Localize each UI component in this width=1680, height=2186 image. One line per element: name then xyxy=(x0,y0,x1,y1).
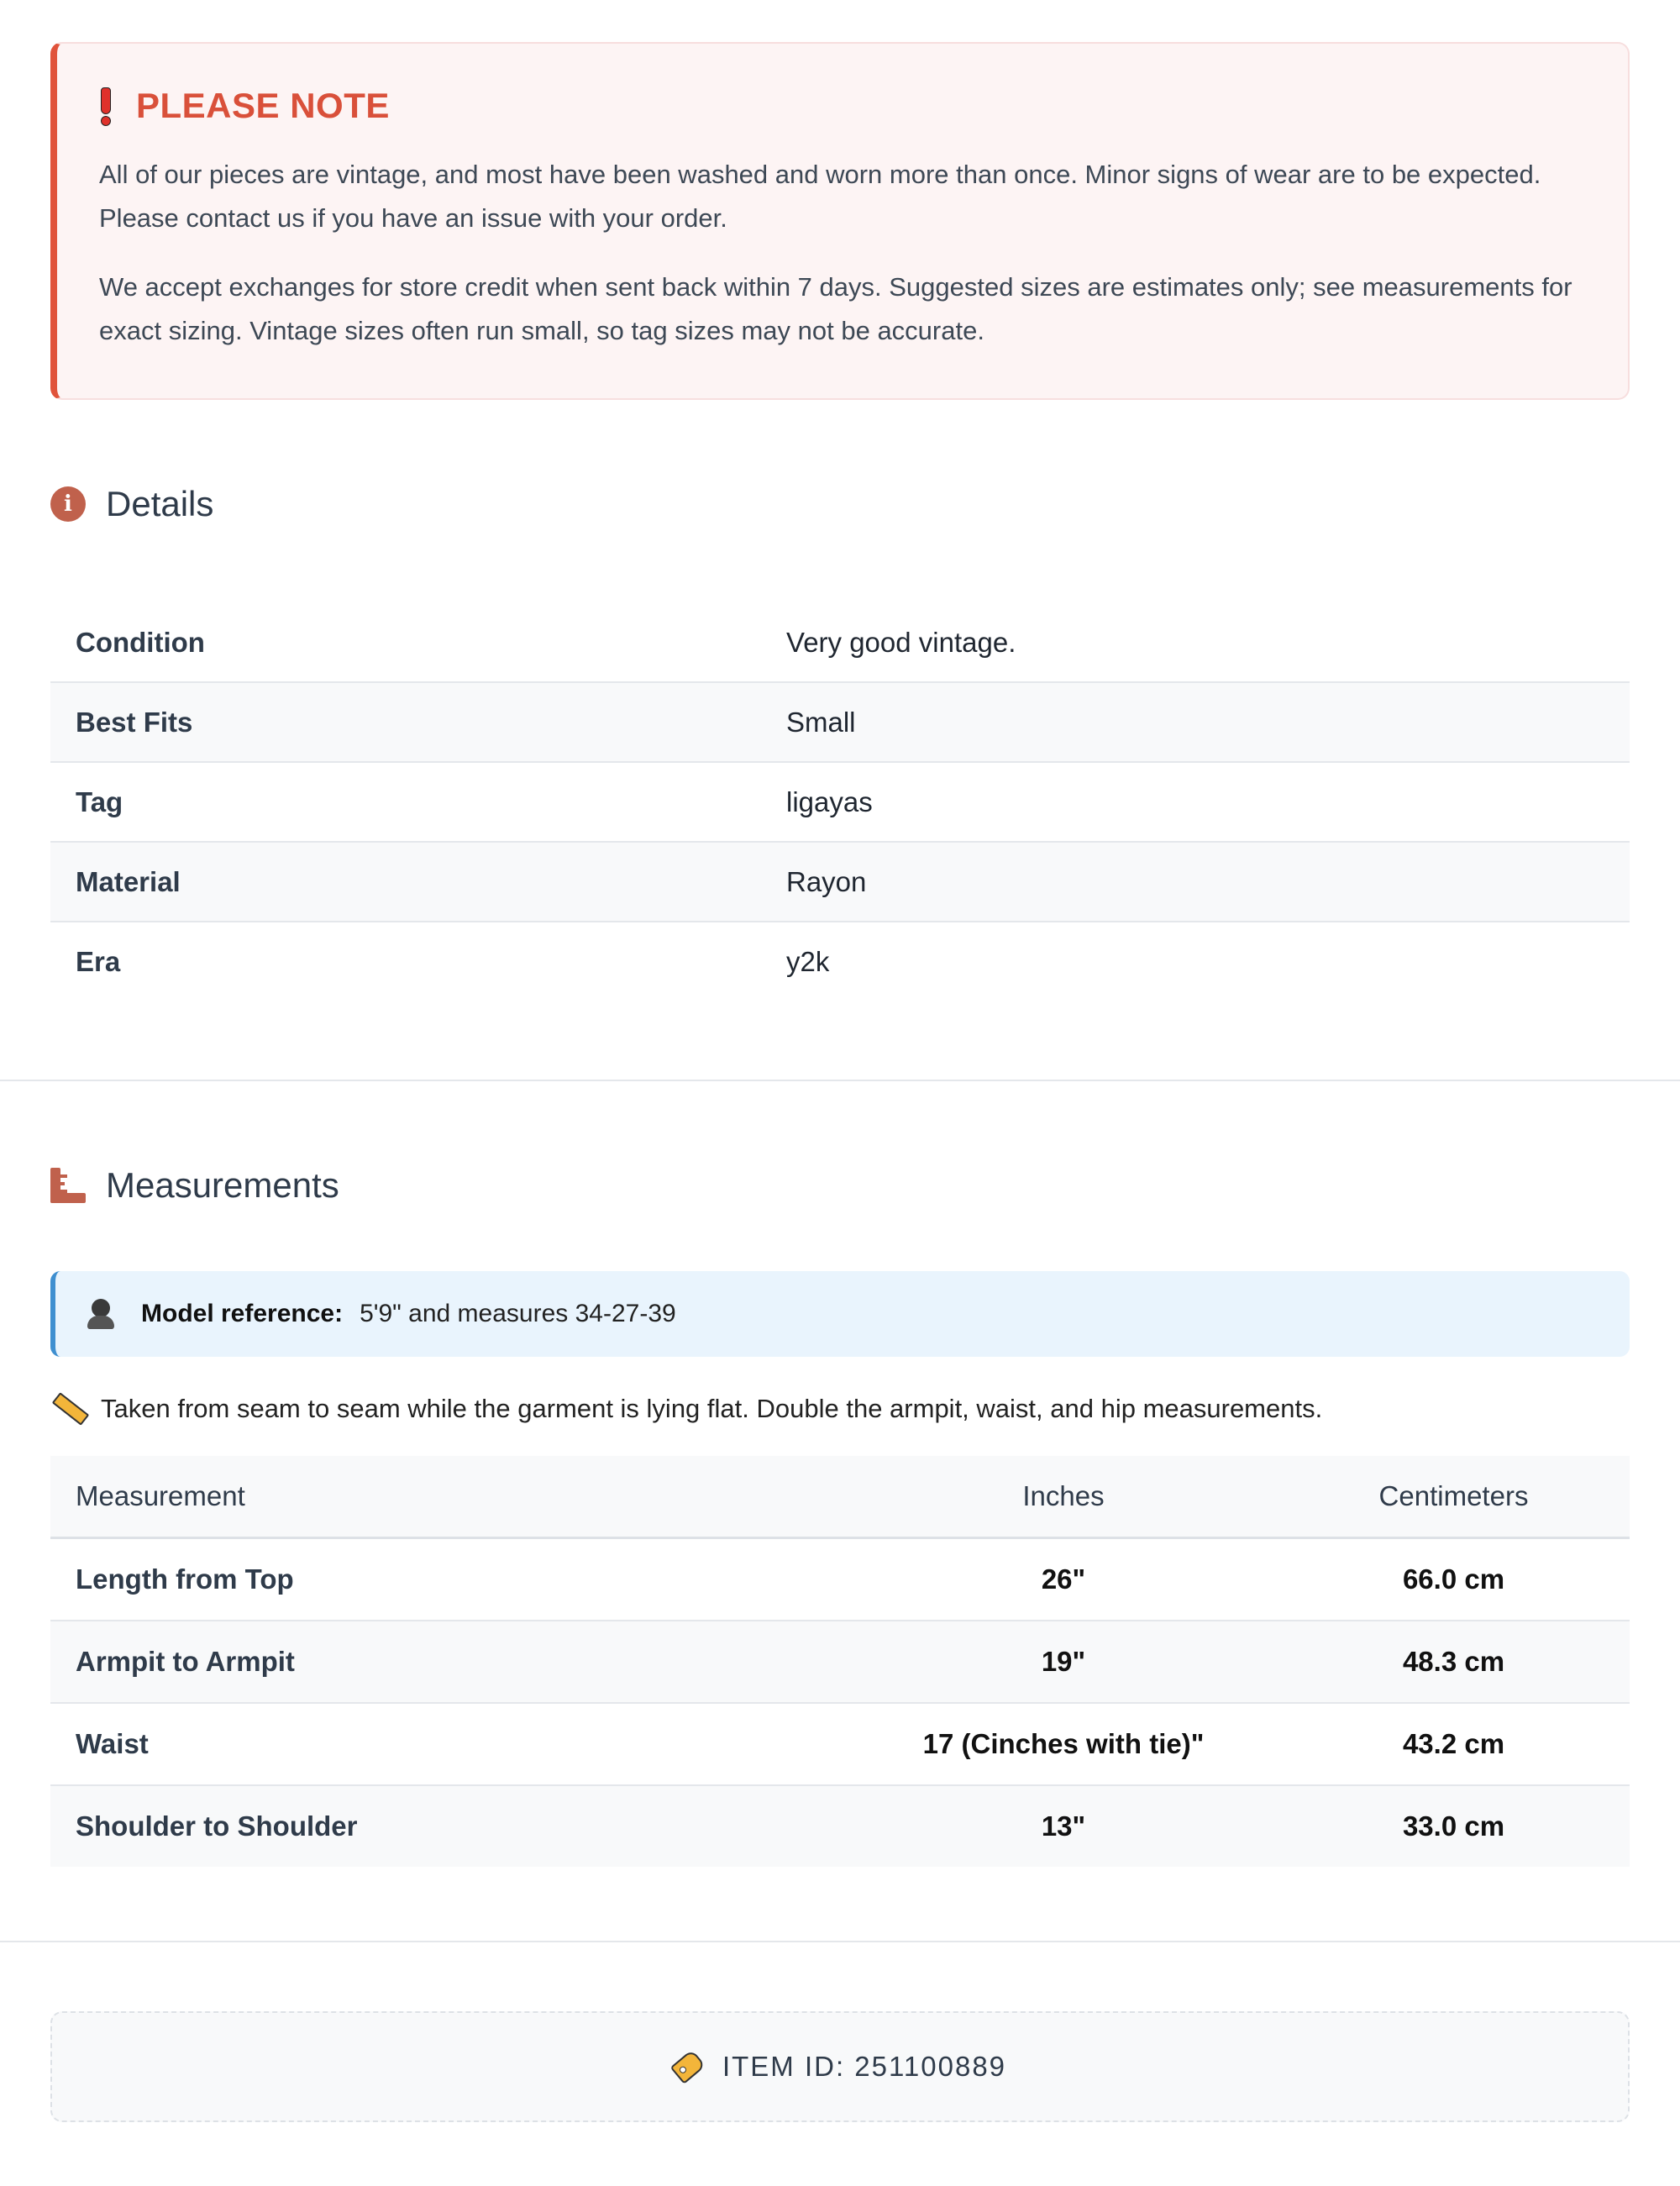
page-content xyxy=(0,42,1680,2122)
detail-value: ligayas xyxy=(761,762,1630,842)
detail-value: y2k xyxy=(786,945,830,977)
table-row xyxy=(50,762,1630,842)
measurement-name: Length from Top xyxy=(50,1538,849,1621)
measurement-inches: 13" xyxy=(849,1785,1278,1867)
detail-value: Small xyxy=(761,682,1630,762)
details-heading xyxy=(50,484,1630,524)
measurement-inches: 17 (Cinches with tie)" xyxy=(849,1703,1278,1785)
table-row xyxy=(50,1703,1630,1785)
column-header-centimeters: Centimeters xyxy=(1278,1456,1630,1538)
column-header-inches: Inches xyxy=(849,1456,1278,1538)
table-header-row xyxy=(50,1456,1630,1538)
model-reference-box xyxy=(50,1271,1630,1357)
measurement-cm: 66.0 cm xyxy=(1278,1538,1630,1621)
details-table xyxy=(50,603,1630,1001)
notice-paragraph-1: All of our pieces are vintage, and most have been washed and worn more than once. Minor signs of wear are to be expected. Please contact us if you have an issue with your order. xyxy=(99,160,1541,233)
detail-label: Era xyxy=(76,945,121,977)
detail-value: Rayon xyxy=(761,842,1630,922)
table-row xyxy=(50,922,1630,1001)
measurements-heading xyxy=(50,1165,1630,1206)
item-id-text: ITEM ID: 251100889 xyxy=(722,2051,1007,2082)
detail-label: Best Fits xyxy=(50,682,761,762)
measurement-name: Armpit to Armpit xyxy=(50,1621,849,1703)
detail-label: Material xyxy=(50,842,761,922)
notice-paragraph-2: We accept exchanges for store credit when sent back within 7 days. Suggested sizes are estimates only; see measurements for exact sizing. Vintage sizes often run small, so tag sizes may not be accurate. xyxy=(99,272,1572,345)
table-row xyxy=(50,603,1630,682)
measurement-inches: 19" xyxy=(849,1621,1278,1703)
measurement-note-text: Taken from seam to seam while the garment is lying flat. Double the armpit, waist, and hip measurements. xyxy=(101,1394,1323,1423)
exclamation-icon xyxy=(99,87,111,124)
measurement-note xyxy=(50,1394,1630,1424)
details-title: Details xyxy=(106,484,214,523)
model-reference-text: 5'9" and measures 34-27-39 xyxy=(360,1300,676,1327)
person-icon xyxy=(86,1299,116,1329)
measurement-name: Shoulder to Shoulder xyxy=(50,1785,849,1867)
detail-label: Condition xyxy=(50,603,761,682)
please-note-box xyxy=(50,42,1630,400)
section-divider xyxy=(0,1080,1680,1081)
column-header-measurement: Measurement xyxy=(50,1456,849,1538)
table-row xyxy=(50,1785,1630,1867)
item-id-box xyxy=(50,2011,1630,2122)
model-reference-label: Model reference: xyxy=(141,1300,344,1327)
tag-icon xyxy=(670,2049,706,2084)
measurement-name: Waist xyxy=(50,1703,849,1785)
notice-header xyxy=(99,86,1581,126)
ruler-icon xyxy=(50,1168,86,1203)
info-icon: i xyxy=(50,486,86,522)
measurement-cm: 48.3 cm xyxy=(1278,1621,1630,1703)
measurement-cm: 43.2 cm xyxy=(1278,1703,1630,1785)
measurements-table xyxy=(50,1456,1630,1867)
table-row xyxy=(50,842,1630,922)
table-row xyxy=(50,682,1630,762)
measurements-title: Measurements xyxy=(106,1165,339,1205)
detail-label: Tag xyxy=(50,762,761,842)
table-row xyxy=(50,1621,1630,1703)
measurement-cm: 33.0 cm xyxy=(1278,1785,1630,1867)
detail-value: Very good vintage. xyxy=(761,603,1630,682)
pencil-icon xyxy=(52,1392,90,1426)
section-divider xyxy=(0,1941,1680,1942)
notice-title: PLEASE NOTE xyxy=(136,86,390,125)
table-row xyxy=(50,1538,1630,1621)
measurement-inches: 26" xyxy=(849,1538,1278,1621)
